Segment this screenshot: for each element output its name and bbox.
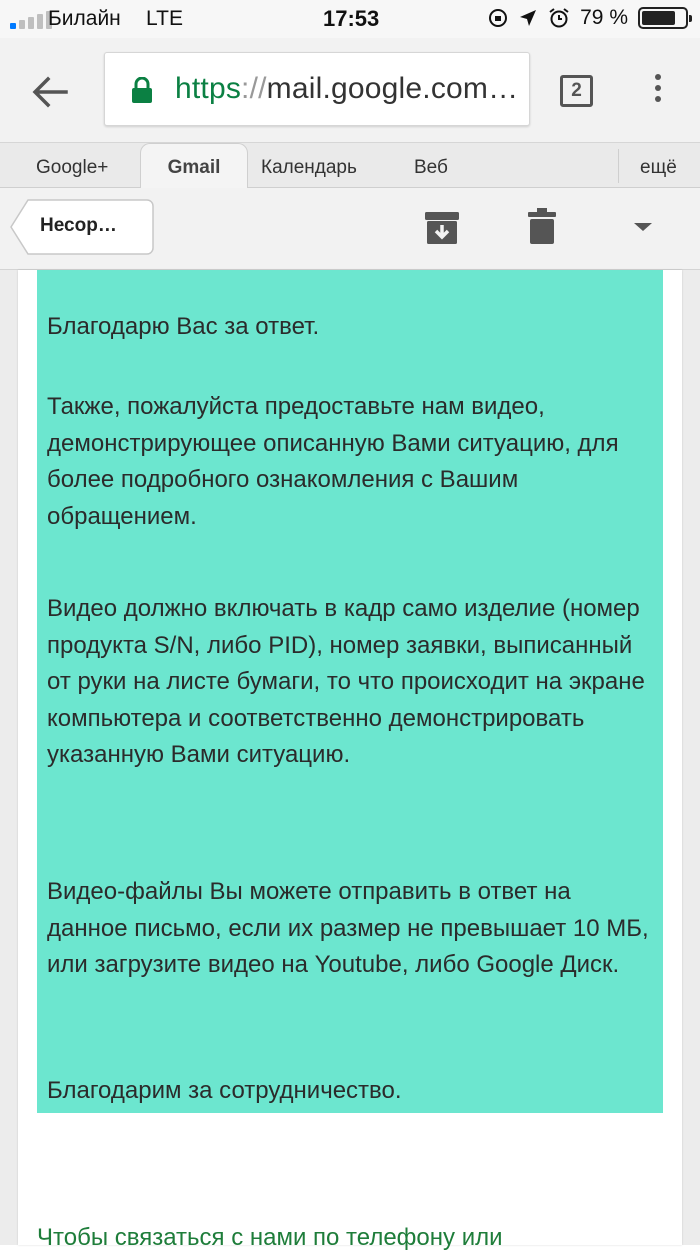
url-text	[175, 72, 518, 106]
gbar-item-calendar[interactable]: Календарь	[261, 157, 357, 178]
url-host: mail.google.com…	[266, 72, 519, 105]
back-to-folder-button[interactable]	[10, 199, 154, 255]
gbar-item-google-plus[interactable]: Google+	[36, 157, 109, 178]
signal-strength-icon	[10, 11, 52, 29]
browser-toolbar	[0, 38, 700, 142]
trash-icon[interactable]	[528, 208, 556, 244]
gbar-item-gmail[interactable]: Gmail	[140, 143, 248, 189]
location-arrow-icon	[518, 8, 538, 28]
gbar-item-web[interactable]: Веб	[414, 157, 448, 178]
message-paragraph: Видео должно включать в кадр само изделие (номер продукта S/N, либо PID), номер заявки, выписанный от руки на листе бумаги, то что происходит на экране компьютера и соответственно демонстрировать указанную Вами ситуацию.	[47, 595, 645, 768]
gmail-action-bar	[0, 188, 700, 270]
address-bar[interactable]	[104, 52, 530, 126]
archive-icon[interactable]	[424, 210, 460, 246]
status-bar	[0, 0, 700, 38]
gbar-divider	[618, 149, 619, 183]
url-separator: ://	[241, 72, 267, 105]
dropdown-arrow-icon[interactable]	[632, 220, 654, 234]
network-type: LTE	[146, 7, 183, 30]
back-arrow-icon[interactable]	[30, 72, 70, 112]
google-bar	[0, 142, 700, 188]
tab-switcher-button[interactable]: 2	[560, 75, 593, 107]
status-icons	[488, 6, 688, 30]
message-paragraph: Также, пожалуйста предоставьте нам видео, демонстрирующее описанную Вами ситуацию, для более подробного ознакомления с Вашим обращением.	[47, 393, 619, 530]
message-paragraph: Благодарим за сотрудничество.	[47, 1077, 402, 1104]
contact-link[interactable]: Чтобы связаться с нами по телефону или	[37, 1224, 503, 1251]
gbar-more-link[interactable]: ещё	[640, 157, 677, 178]
message-paragraph: Благодарю Вас за ответ.	[47, 313, 320, 340]
alarm-icon	[548, 7, 570, 29]
message-paragraph: Видео-файлы Вы можете отправить в ответ на данное письмо, если их размер не превышает 10 МБ, или загрузите видео на Youtube, либо Google Диск.	[47, 878, 649, 978]
lock-icon	[131, 77, 153, 103]
screen-rotation-lock-icon	[488, 8, 508, 28]
carrier-name: Билайн	[48, 7, 121, 30]
battery-icon	[638, 7, 688, 29]
overflow-menu-icon[interactable]	[648, 74, 668, 110]
battery-percent: 79 %	[580, 6, 628, 29]
back-folder-label: Несор…	[40, 215, 117, 236]
url-scheme: https	[175, 72, 242, 105]
clock: 17:53	[323, 6, 380, 31]
